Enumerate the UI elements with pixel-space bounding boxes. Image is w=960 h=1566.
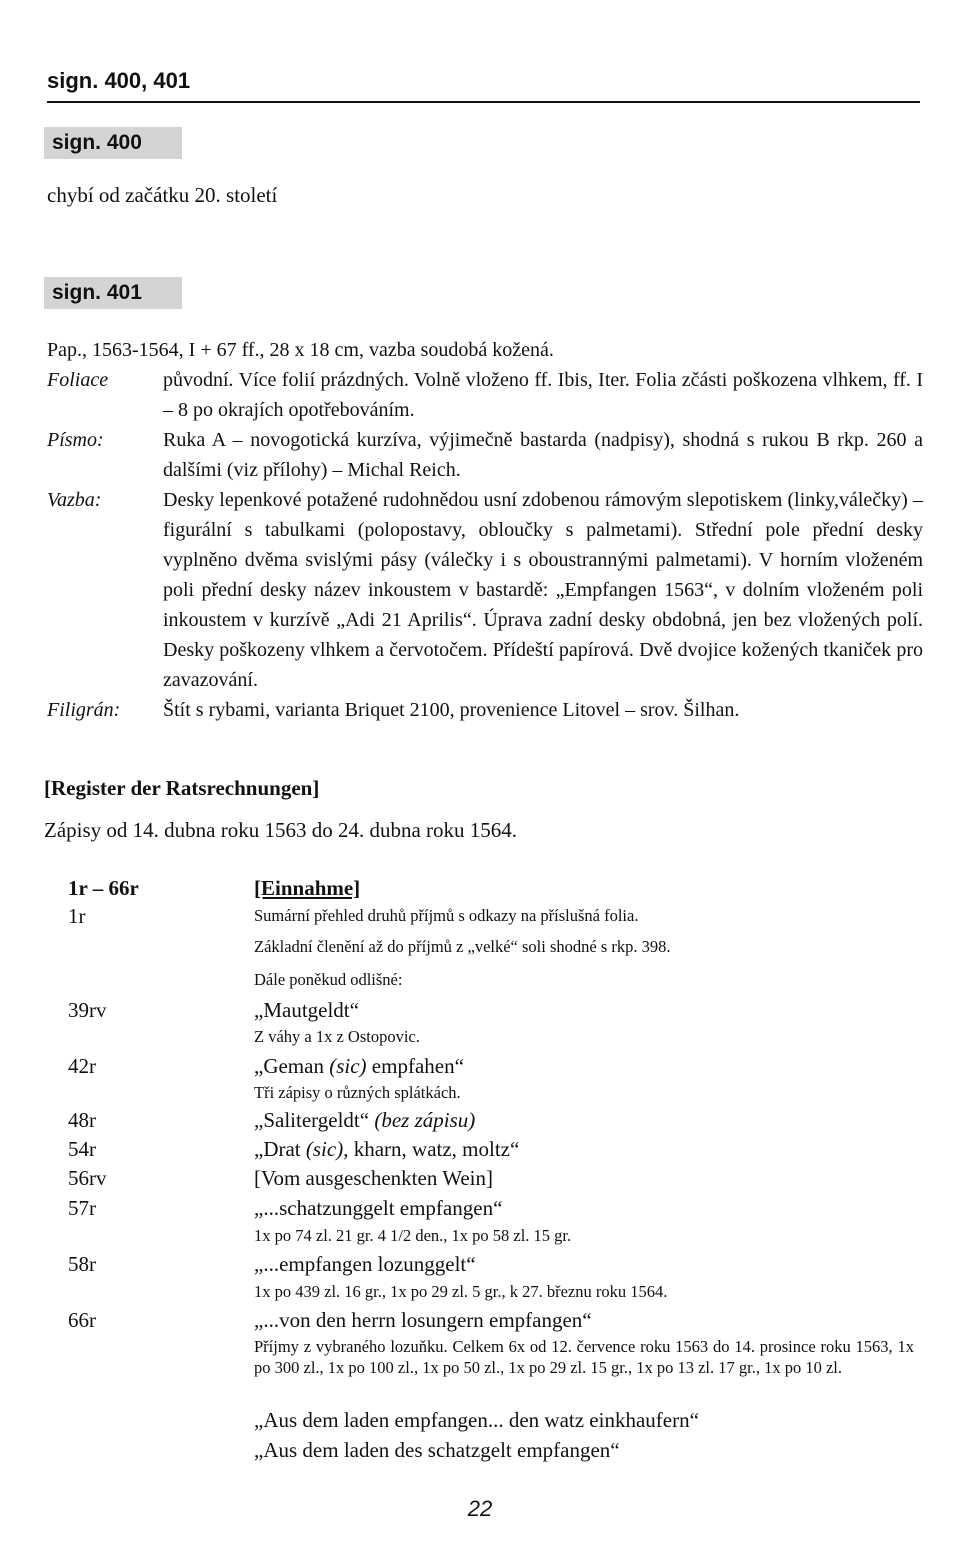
- entry-note: Sumární přehled druhů příjmů s odkazy na příslušná folia.: [254, 906, 639, 925]
- entry-folio: 1r: [68, 904, 86, 928]
- section-400-text: chybí od začátku 20. století: [47, 183, 278, 207]
- entry-note: Základní členění až do příjmů z „velké“ soli shodné s rkp. 398.: [254, 937, 671, 956]
- header-rule: [47, 101, 920, 103]
- entry-text: „Aus dem laden des schatzgelt empfangen“: [254, 1438, 620, 1462]
- pismo-text: Ruka A – novogotická kurzíva, výjimečně bastarda (nadpisy), shodná s rukou B rkp. 260 a dalšími (viz přílohy) – Michal Reich.: [163, 429, 923, 481]
- entry-folio: 1r – 66r: [68, 876, 139, 900]
- entry-folio: 48r: [68, 1108, 96, 1132]
- entry-remark: (bez zápisu): [374, 1108, 476, 1132]
- foliace-label: Foliace: [47, 369, 109, 391]
- page-header: sign. 400, 401: [47, 68, 191, 93]
- entry-text: „...empfangen lozunggelt“: [254, 1252, 476, 1276]
- entry-folio: 57r: [68, 1196, 96, 1220]
- filigran-label: Filigrán:: [47, 699, 121, 721]
- vazba-text: Desky lepenkové potažené rudohnědou usní zdobenou rámovým slepotiskem (linky,válečky) – figurální s tabulkami (polopostavy, obloučky s palmetami). Střední pole přední desky vyplněno dvěma svislými pásy (válečky i s oboustrannými palmetami). V horním vloženém poli přední desky název inkoustem v bastardě: „Empfangen 1563“, v dolním vloženém poli inkoustem v kurzívě „Adi 21 Aprilis“. Úprava zadní desky obdobná, jen bez vložených polí. Desky poškozeny vlhkem a červotočem. Přídeští papírová. Dvě dvojice kožených tkaniček pro zavazování.: [163, 489, 923, 691]
- entry-text: „Mautgeldt“: [254, 998, 359, 1022]
- entry-text: „...von den herrn losungern empfangen“: [254, 1308, 592, 1332]
- page-number: 22: [467, 1496, 493, 1521]
- entry-folio: 54r: [68, 1137, 96, 1161]
- codex-intro: Pap., 1563-1564, I + 67 ff., 28 x 18 cm, vazba soudobá kožená.: [47, 339, 554, 361]
- entry-text-part: „Geman: [254, 1054, 330, 1078]
- entry-folio: 39rv: [68, 998, 107, 1022]
- section-label-400: sign. 400: [44, 127, 182, 159]
- foliace-text: původní. Více folií prázdných. Volně vloženo ff. Ibis, Iter. Folia zčásti poškozena vlhkem, ff. I – 8 po okrajích opotřebováním.: [163, 369, 923, 421]
- entry-text-part: „Salitergeldt“: [254, 1108, 375, 1132]
- entry-heading: [Einnahme]: [254, 876, 361, 900]
- entry-text-part: , kharn, watz, moltz“: [343, 1137, 520, 1161]
- entry-text-part: empfahen“: [366, 1054, 464, 1078]
- entry-note: 1x po 74 zl. 21 gr. 4 1/2 den., 1x po 58 zl. 15 gr.: [254, 1226, 572, 1245]
- filigran-row: [47, 695, 923, 725]
- entry-folio: 56rv: [68, 1166, 107, 1190]
- pismo-row: [47, 425, 923, 485]
- entry-note-paragraph: Příjmy z vybraného lozuňku. Celkem 6x od 12. července roku 1563 do 14. prosince roku 1563, 1x po 300 zl., 1x po 100 zl., 1x po 50 zl., 1x po 29 zl. 15 gr., 1x po 13 zl. 17 gr., 1x po 10 zl.: [254, 1337, 914, 1377]
- pismo-label: Písmo:: [47, 429, 104, 451]
- vazba-row: [47, 485, 923, 695]
- section-label-401: sign. 401: [44, 277, 182, 309]
- codex-description: [47, 335, 923, 725]
- entry-text: [Vom ausgeschenkten Wein]: [254, 1166, 493, 1190]
- entry-text: [254, 1054, 464, 1079]
- entry-note: Dále poněkud odlišné:: [254, 970, 403, 989]
- register-summary: Zápisy od 14. dubna roku 1563 do 24. dubna roku 1564.: [44, 818, 518, 842]
- entry-note: Tři zápisy o různých splátkách.: [254, 1083, 461, 1102]
- entry-folio: 42r: [68, 1054, 96, 1078]
- entry-text: „Aus dem laden empfangen... den watz einkhaufern“: [254, 1408, 699, 1432]
- entry-text: [254, 1137, 519, 1162]
- foliace-row: [47, 365, 923, 425]
- sic-marker: (sic): [305, 1137, 344, 1161]
- vazba-label: Vazba:: [47, 489, 102, 511]
- entry-text: [254, 1108, 475, 1133]
- sic-marker: (sic): [329, 1054, 367, 1078]
- entry-folio: 66r: [68, 1308, 96, 1332]
- filigran-text: Štít s rybami, varianta Briquet 2100, provenience Litovel – srov. Šilhan.: [163, 699, 740, 721]
- entry-note: 1x po 439 zl. 16 gr., 1x po 29 zl. 5 gr., k 27. březnu roku 1564.: [254, 1282, 668, 1301]
- entry-note: Z váhy a 1x z Ostopovic.: [254, 1027, 420, 1046]
- register-title: [Register der Ratsrechnungen]: [44, 776, 320, 800]
- entry-folio: 58r: [68, 1252, 96, 1276]
- entry-text: „...schatzunggelt empfangen“: [254, 1196, 503, 1220]
- entry-text-part: „Drat: [254, 1137, 306, 1161]
